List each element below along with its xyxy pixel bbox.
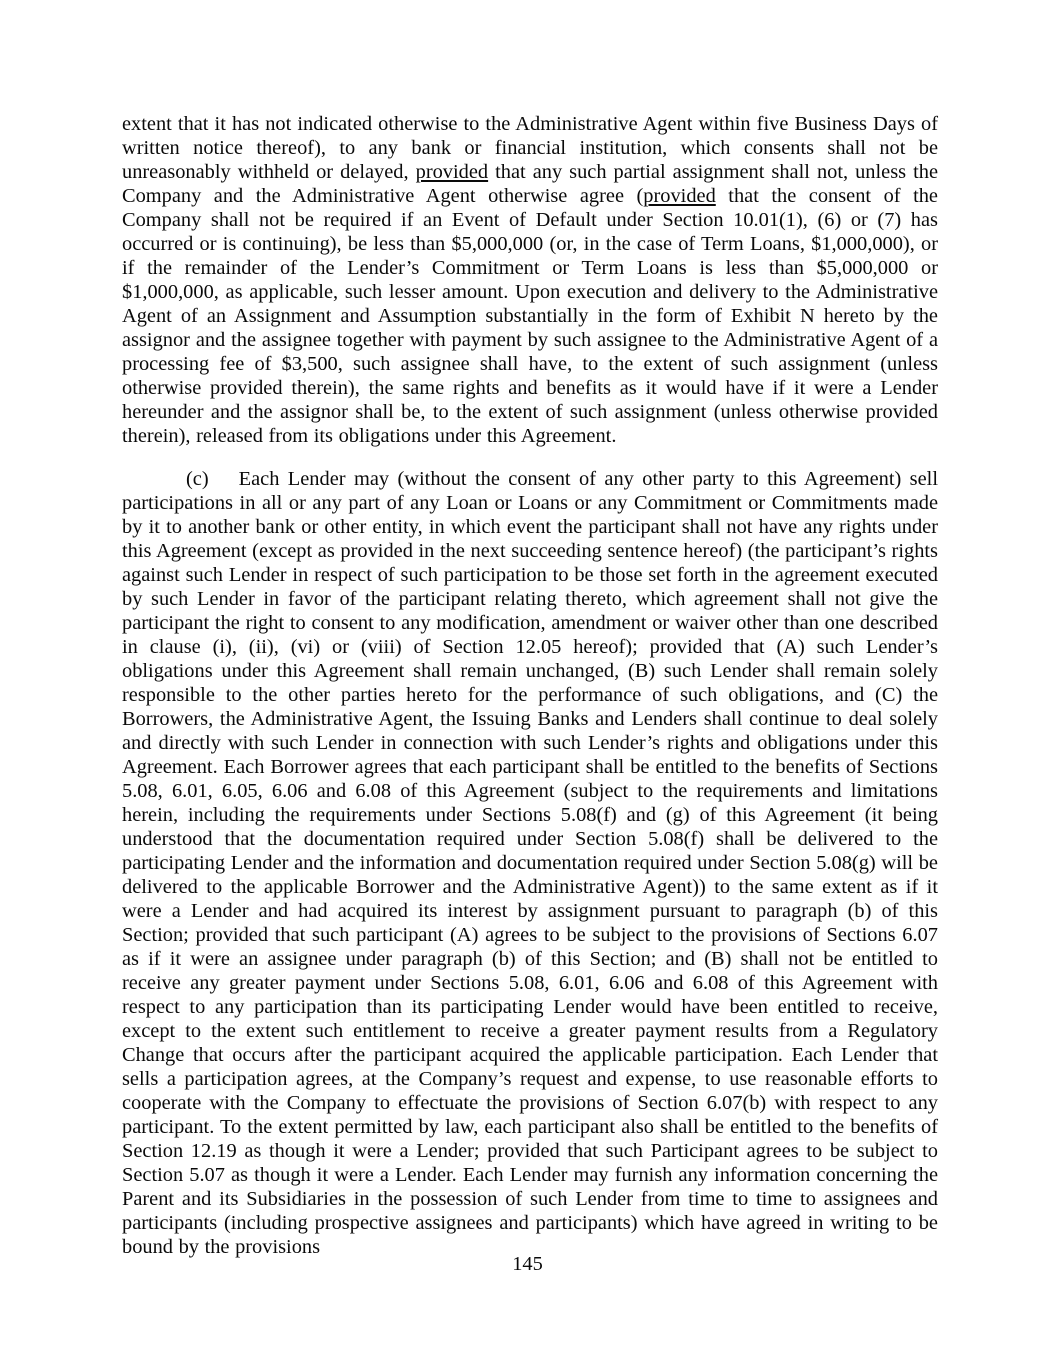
- page-number: 145: [512, 1253, 543, 1275]
- text-run: that any such partial assignment shall not, unless the Company and the Administrative Agent otherwise agree (: [122, 161, 939, 207]
- text-run: that the consent of the Company shall not be required if an Event of Default under Section 10.01(1), (6) or (7) has occurred or is continuing), be less than $5,000,000 (or, in the case of Term Loans, $1,000,000), or if the remainder of the Lender’s Commitment or Term Loans is less than $5,000,000 or $1,000,000, as applicable, such lesser amount. Upon execution and delivery to the Administrative Agent of an Assignment and Assumption substantially in the form of Exhibit N hereto by the assignor and the assignee together with payment by such assignee to the Administrative Agent of a processing fee of $3,500, such assignee shall have, to the extent of such assignment (unless otherwise provided therein), the same rights and benefits as it would have if it were a Lender hereunder and the assignor shall be, to the extent of such assignment (unless otherwise provided therein), released from its obligations under this Agreement.: [122, 185, 938, 447]
- text-run: Each Lender may (without the consent of any other party to this Agreement) sell participations in all or any part of any Loan or Loans or any Commitment or Commitments made by it to another bank or other entity, in which event the participant shall not have any rights under this Agreement (except as provided in the next succeeding sentence hereof) (the participant’s rights against such Lender in respect of such participation to be those set forth in the agreement executed by such Lender in favor of the participant relating thereto, which agreement shall not give the participant the right to consent to any modification, amendment or waiver other than one described in clause (i), (ii), (vi) or (viii) of Section 12.05 hereof); provided that (A) such Lender’s obligations under this Agreement shall remain unchanged, (B) such Lender shall remain solely responsible to the other parties hereto for the performance of such obligations, and (C) the Borrowers, the Administrative Agent, the Issuing Banks and Lenders shall continue to deal solely and directly with such Lender in connection with such Lender’s rights and obligations under this Agreement. Each Borrower agrees that each participant shall be entitled to the benefits of Sections 5.08, 6.01, 6.05, 6.06 and 6.08 of this Agreement (subject to the requirements and limitations herein, including the requirements under Sections 5.08(f) and (g) of this Agreement (it being understood that the documentation required under Section 5.08(f) shall be delivered to the participating Lender and the information and documentation required under Section 5.08(g) will be delivered to the applicable Borrower and the Administrative Agent)) to the same extent as if it were a Lender and had acquired its interest by assignment pursuant to paragraph (b) of this Section; provided that such participant (A) agrees to be subject to the provisions of Sections 6.07 as if it were an assignee under paragraph (b) of this Section; and (B) shall not be entitled to receive any greater payment under Sections 5.08, 6.01, 6.06 and 6.08 of this Agreement with respect to any participation than its participating Lender would have been entitled to receive, except to the extent such entitlement to receive a greater payment results from a Regulatory Change that occurs after the participant acquired the applicable participation. Each Lender that sells a participation agrees, at the Company’s request and expense, to use reasonable efforts to cooperate with the Company to effectuate the provisions of Section 6.07(b) with respect to any participant. To the extent permitted by law, each participant also shall be entitled to the benefits of Section 12.19 as though it were a Lender; provided that such Participant agrees to be subject to Section 5.07 as though it were a Lender. Each Lender may furnish any information concerning the Parent and its Subsidiaries in the possession of such Lender from time to time to assignees and participants (including prospective assignees and participants) which have agreed in writing to be bound by the provisions: [122, 468, 938, 1258]
- text-run: (c): [186, 468, 209, 490]
- paragraph-2: [122, 467, 938, 1259]
- document-body: [122, 112, 938, 1259]
- underlined-term: provided: [643, 185, 716, 207]
- underlined-term: provided: [415, 161, 489, 183]
- paragraph-1: [122, 112, 938, 448]
- text-run: extent that it has not indicated otherwise to the Administrative Agent within five Business Days of written notice thereof), to any bank or financial institution, which consents shall not be unreasonably withheld or delayed,: [122, 113, 938, 183]
